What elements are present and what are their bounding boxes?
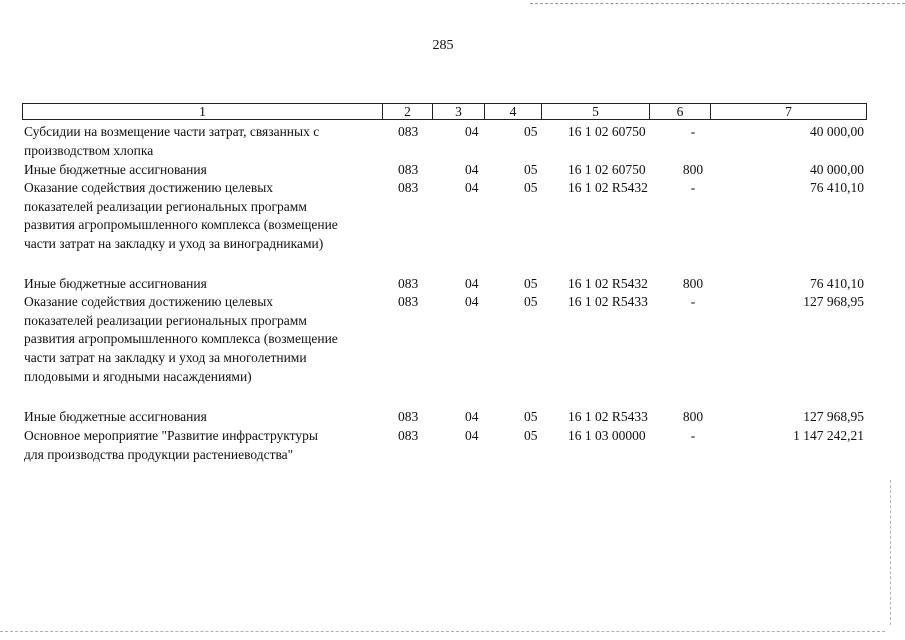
cell-col2: 083 [398, 124, 419, 139]
cell-col4: 05 [524, 428, 538, 443]
cell-col4: 05 [524, 409, 538, 424]
cell-col2: 083 [398, 294, 419, 309]
cell-col5: 16 1 02 60750 [568, 124, 646, 139]
scan-top-line [530, 3, 905, 4]
cell-col7: 76 410,10 [810, 180, 864, 195]
cell-col5: 16 1 02 R5432 [568, 180, 648, 195]
cell-col6: - [690, 124, 696, 139]
cell-col5: 16 1 02 R5433 [568, 294, 648, 309]
cell-col3: 04 [465, 162, 479, 177]
cell-col7: 76 410,10 [810, 276, 864, 291]
cell-col4: 05 [524, 276, 538, 291]
cell-col6: - [690, 294, 696, 309]
cell-col2: 083 [398, 276, 419, 291]
cell-col4: 05 [524, 124, 538, 139]
cell-col4: 05 [524, 294, 538, 309]
cell-col7: 40 000,00 [810, 162, 864, 177]
cell-col3: 04 [465, 428, 479, 443]
cell-col2: 083 [398, 180, 419, 195]
table-header-row [22, 103, 867, 120]
cell-name: Оказание содействия достижению целевых показателей реализации региональных программ развития агропромышленного комплекса (возмещение части затрат на закладку и уход за многолетними плодовыми и ягодными насаждениями) [24, 294, 338, 384]
cell-col7: 127 968,95 [803, 409, 864, 424]
cell-col2: 083 [398, 428, 419, 443]
cell-col3: 04 [465, 409, 479, 424]
cell-name: Основное мероприятие "Развитие инфраструктуры для производства продукции растениеводства" [24, 428, 318, 462]
header-cell-3: 3 [432, 103, 484, 120]
header-cell-2: 2 [382, 103, 432, 120]
cell-col7: 1 147 242,21 [793, 428, 864, 443]
cell-col5: 16 1 02 R5432 [568, 276, 648, 291]
cell-col6: - [690, 428, 696, 443]
cell-col2: 083 [398, 409, 419, 424]
cell-col5: 16 1 02 60750 [568, 162, 646, 177]
cell-col6: 800 [682, 162, 704, 177]
cell-col3: 04 [465, 294, 479, 309]
cell-col7: 127 968,95 [803, 294, 864, 309]
header-cell-1: 1 [22, 103, 382, 120]
header-cell-7: 7 [710, 103, 867, 120]
cell-col6: 800 [682, 276, 704, 291]
cell-col7: 40 000,00 [810, 124, 864, 139]
page-number: 285 [432, 38, 454, 53]
cell-name: Иные бюджетные ассигнования [24, 276, 207, 291]
cell-col2: 083 [398, 162, 419, 177]
cell-col5: 16 1 02 R5433 [568, 409, 648, 424]
cell-name: Иные бюджетные ассигнования [24, 409, 207, 424]
cell-col4: 05 [524, 162, 538, 177]
cell-name: Оказание содействия достижению целевых показателей реализации региональных программ развития агропромышленного комплекса (возмещение части затрат на закладку и уход за виноградниками) [24, 180, 338, 252]
cell-col6: 800 [682, 409, 704, 424]
cell-col3: 04 [465, 180, 479, 195]
cell-name: Субсидии на возмещение части затрат, связанных с производством хлопка [24, 124, 320, 158]
cell-col3: 04 [465, 124, 479, 139]
scan-right-edge-line [890, 480, 891, 625]
scan-bottom-line [0, 631, 885, 632]
header-cell-6: 6 [649, 103, 710, 120]
cell-col4: 05 [524, 180, 538, 195]
cell-col3: 04 [465, 276, 479, 291]
cell-col5: 16 1 03 00000 [568, 428, 646, 443]
cell-col6: - [690, 180, 696, 195]
cell-name: Иные бюджетные ассигнования [24, 162, 207, 177]
header-cell-5: 5 [541, 103, 649, 120]
header-cell-4: 4 [484, 103, 541, 120]
